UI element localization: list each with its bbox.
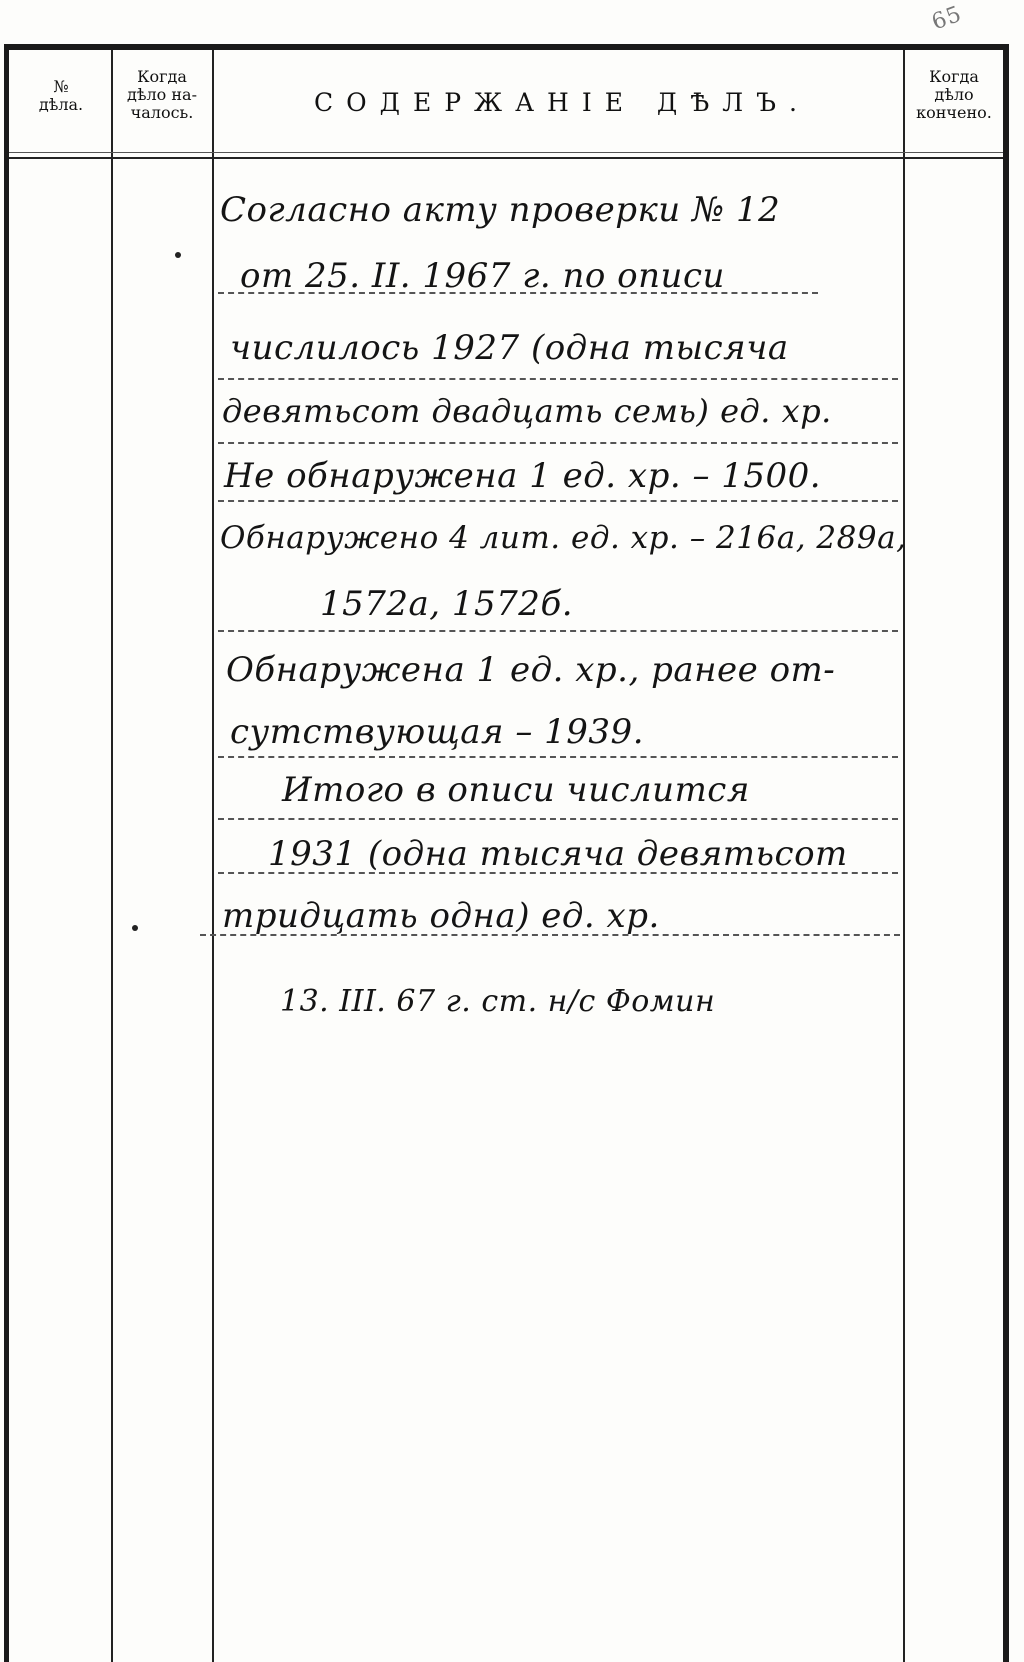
margin-mark — [132, 925, 138, 931]
dotted-rule — [218, 818, 898, 820]
dotted-rule — [200, 934, 900, 936]
handwritten-line: тридцать одна) ед. хр. — [222, 896, 660, 936]
handwritten-line: девятьсот двадцать семь) ед. хр. — [222, 392, 832, 430]
column-divider-number — [111, 50, 113, 1662]
header-start-column: Когда дѣло на- чалось. — [127, 67, 197, 122]
handwritten-line: сутствующая – 1939. — [230, 712, 644, 752]
handwritten-line: 1572а, 1572б. — [320, 584, 573, 624]
column-divider-start — [212, 50, 214, 1662]
dotted-rule — [218, 500, 898, 502]
header-number-column: № дѣла. — [38, 77, 84, 114]
signature-line: 13. III. 67 г. ст. н/с Фомин — [280, 984, 716, 1019]
margin-mark — [175, 252, 181, 258]
handwritten-line: числилось 1927 (одна тысяча — [230, 328, 789, 368]
page-number-mark: 65 — [928, 1, 966, 36]
dotted-rule — [218, 756, 898, 758]
column-divider-content — [903, 50, 905, 1662]
header-title: СОДЕРЖАНІЕ ДѢЛЪ. — [314, 88, 810, 117]
table-left-border — [4, 44, 9, 1662]
table-top-border — [4, 44, 1008, 50]
dotted-rule — [218, 378, 898, 380]
dotted-rule — [218, 442, 898, 444]
dotted-rule — [218, 630, 898, 632]
header-rule — [9, 157, 1003, 159]
handwritten-line: Согласно акту проверки № 12 — [220, 190, 781, 230]
header-rule-thin — [9, 152, 1003, 153]
handwritten-line: от 25. II. 1967 г. по описи — [240, 256, 725, 296]
handwritten-line: Обнаружена 1 ед. хр., ранее от- — [226, 650, 836, 690]
handwritten-line: Обнаружено 4 лит. ед. хр. – 216а, 289а, — [220, 520, 907, 556]
table-right-border — [1003, 44, 1009, 1662]
dotted-rule — [218, 872, 898, 874]
handwritten-line: 1931 (одна тысяча девятьсот — [268, 834, 848, 874]
handwritten-line: Не обнаружена 1 ед. хр. – 1500. — [224, 456, 822, 496]
handwritten-line: Итого в описи числится — [282, 770, 750, 810]
header-end-column: Когда дѣло кончено. — [916, 67, 992, 122]
